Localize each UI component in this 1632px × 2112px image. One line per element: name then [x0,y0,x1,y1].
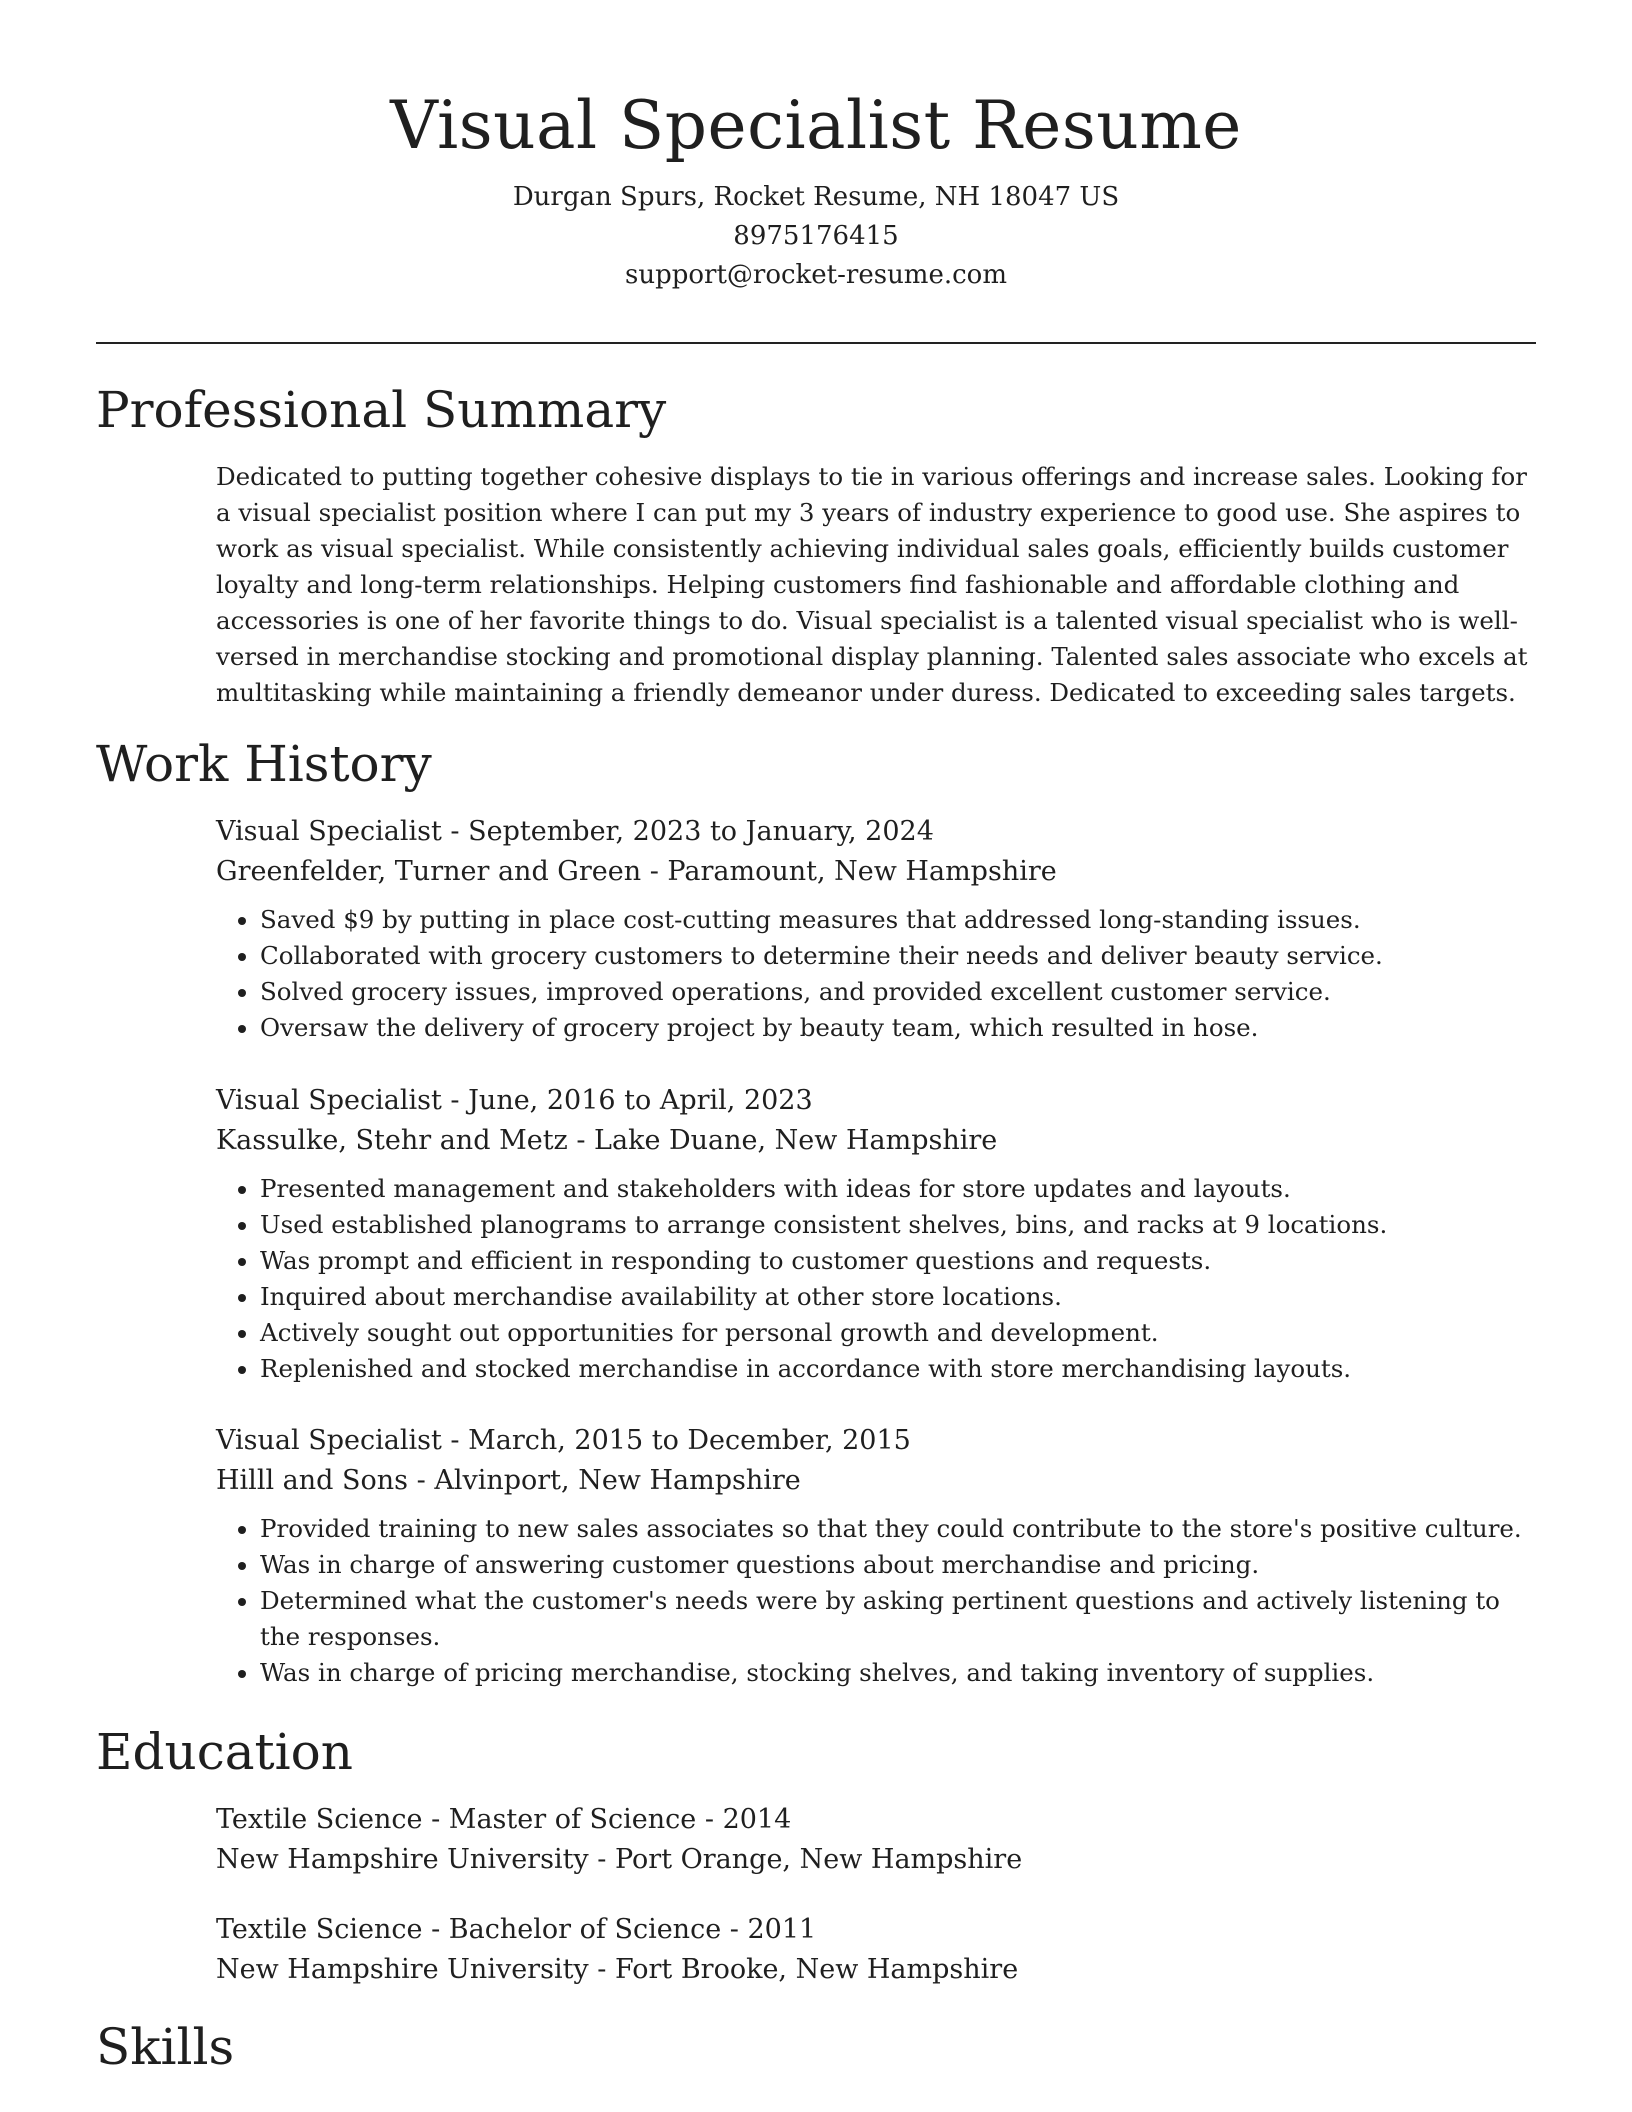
job-dates: - March, 2015 to December, 2015 [441,1425,911,1456]
job-title-line [216,812,1536,852]
job-bullet: • Collaborated with grocery customers to determine their needs and deliver beauty service. [260,938,1536,974]
job-bullet: • Presented management and stakeholders with ideas for store updates and layouts. [260,1171,1536,1207]
job-role: Visual Specialist [216,1085,442,1116]
education-heading: Education [96,1723,353,1781]
job-bullet: • Oversaw the delivery of grocery project by beauty team, which resulted in hose. [260,1010,1536,1046]
education-school-line [216,1840,1536,1880]
job-entry [216,1081,1536,1387]
contact-address: Durgan Spurs, Rocket Resume, NH 18047 US [512,182,1120,212]
skills-heading: Skills [96,2018,235,2076]
contact-email[interactable]: support@rocket-resume.com [624,260,1007,290]
job-company-line [216,1121,1536,1161]
job-bullet: • Provided training to new sales associates so that they could contribute to the store's positive culture. [260,1511,1536,1547]
job-bullet: • Solved grocery issues, improved operations, and provided excellent customer service. [260,974,1536,1010]
job-dates: - June, 2016 to April, 2023 [441,1085,813,1116]
resume-header [0,84,1632,295]
job-bullet: • Inquired about merchandise availability at other store locations. [260,1279,1536,1315]
job-company: Hilll and Sons [216,1465,409,1496]
job-company-line [216,1461,1536,1501]
education-location: - Fort Brooke, New Hampshire [588,1954,1019,1985]
job-bullet: • Was prompt and efficient in responding to customer questions and requests. [260,1243,1536,1279]
education-degree: Textile Science - Master of Science [216,1804,697,1835]
education-entry [216,1800,1536,1880]
summary-block [216,459,1536,711]
education-year: - 2011 [721,1914,817,1945]
work-history-heading: Work History [96,735,432,793]
job-bullet: • Replenished and stocked merchandise in accordance with store merchandising layouts. [260,1351,1536,1387]
job-bullets [216,1171,1536,1387]
education-school-line [216,1950,1536,1990]
summary-text: Dedicated to putting together cohesive displays to tie in various offerings and increase sales. Looking for a visual specialist position where I can put my 3 years of industry experience to good use. She aspires to work as visual specialist. While consistently achieving individual sales goals, efficiently builds customer loyalty and long-term relationships. Helping customers find fashionable and affordable clothing and accessories is one of her favorite things to do. Visual specialist is a talented visual specialist who is well-versed in merchandise stocking and promotional display planning. Talented sales associate who excels at multitasking while maintaining a friendly demeanor under duress. Dedicated to exceeding sales targets. [216,462,1528,707]
job-bullet: • Was in charge of pricing merchandise, stocking shelves, and taking inventory of supplies. [260,1655,1536,1691]
summary-heading: Professional Summary [96,381,667,439]
job-role: Visual Specialist [216,816,442,847]
job-title-line [216,1081,1536,1121]
education-school: New Hampshire University [216,1954,589,1985]
job-bullet: • Was in charge of answering customer questions about merchandise and pricing. [260,1547,1536,1583]
job-bullet: • Used established planograms to arrange consistent shelves, bins, and racks at 9 locations. [260,1207,1536,1243]
contact-phone: 8975176415 [733,221,899,251]
education-entry [216,1910,1536,1990]
job-entry [216,812,1536,1046]
job-entry [216,1421,1536,1691]
job-location: - Lake Duane, New Hampshire [567,1125,998,1156]
education-location: - Port Orange, New Hampshire [588,1844,1023,1875]
job-role: Visual Specialist [216,1425,442,1456]
job-bullets [216,1511,1536,1691]
resume-title: Visual Specialist Resume [390,87,1242,164]
education-degree: Textile Science - Bachelor of Science [216,1914,722,1945]
header-divider [96,342,1536,344]
education-degree-line [216,1910,1536,1950]
job-bullets [216,902,1536,1046]
job-location: - Alvinport, New Hampshire [408,1465,801,1496]
job-bullet: • Determined what the customer's needs were by asking pertinent questions and actively listening to the responses. [260,1583,1536,1655]
education-degree-line [216,1800,1536,1840]
job-location: - Paramount, New Hampshire [641,856,1057,887]
job-company: Greenfelder, Turner and Green [216,856,642,887]
job-company-line [216,852,1536,892]
education-year: - 2014 [696,1804,792,1835]
job-dates: - September, 2023 to January, 2024 [441,816,934,847]
job-title-line [216,1421,1536,1461]
job-company: Kassulke, Stehr and Metz [216,1125,568,1156]
job-bullet: • Actively sought out opportunities for personal growth and development. [260,1315,1536,1351]
job-bullet: • Saved $9 by putting in place cost-cutting measures that addressed long-standing issues. [260,902,1536,938]
education-school: New Hampshire University [216,1844,589,1875]
